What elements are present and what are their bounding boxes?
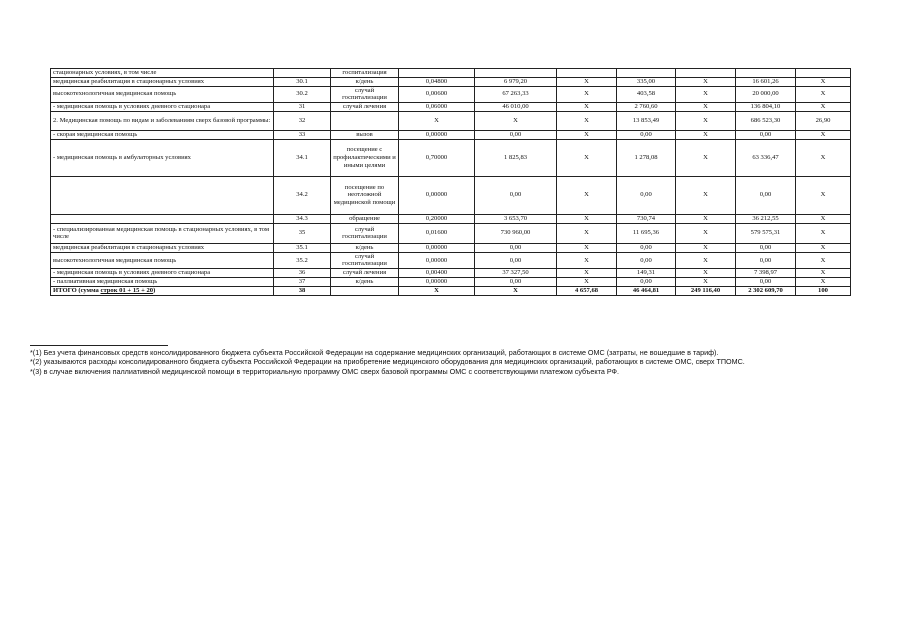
footnote-1: *(1) Без учета финансовых средств консолидированного бюджета субъекта Российской Федерации на содержание медицинских организаций, работающих в системе ОМС (затраты, не вошедшие в тариф). [30,348,719,357]
value-cell: 0,00 [475,130,557,139]
unit-cell: обращение [331,214,399,223]
table-row [51,77,851,86]
value-cell: 11 695,36 [617,223,676,243]
row-number [274,69,331,78]
unit-cell [331,111,399,130]
value-cell: X [676,176,736,214]
value-cell: X [399,111,475,130]
row-number: 36 [274,268,331,277]
row-number: 34.3 [274,214,331,223]
value-cell: 0,00 [475,176,557,214]
row-label: - медицинская помощь в условиях дневного стационара [51,102,274,111]
value-cell: 403,58 [617,86,676,102]
value-cell: X [676,223,736,243]
value-cell: X [796,277,851,286]
value-cell: 0,00 [475,243,557,252]
value-cell: X [796,252,851,268]
unit-cell: к/день [331,277,399,286]
row-number: 32 [274,111,331,130]
value-cell: X [796,176,851,214]
value-cell: 0,20000 [399,214,475,223]
value-cell: 0,00600 [399,86,475,102]
row-label: стационарных условиях, в том числе [51,69,274,78]
unit-cell: вызов [331,130,399,139]
footnote-3: *(3) в случае включения паллиативной медицинской помощи в территориальную программу ОМС сверх базовой программы ОМС с соответствующими платежом субъекта РФ. [30,366,619,376]
row-label: медицинская реабилитация в стационарных условиях [51,243,274,252]
unit-cell: госпитализация [331,69,399,78]
row-number: 37 [274,277,331,286]
value-cell: X [557,86,617,102]
value-cell: X [676,86,736,102]
table-row [51,86,851,102]
row-number: 34.2 [274,176,331,214]
unit-cell: посещение с профилактическими и иными целями [331,139,399,176]
value-cell: 67 263,33 [475,86,557,102]
unit-cell: случай госпитализации [331,252,399,268]
value-cell: X [557,102,617,111]
row-label [51,214,274,223]
table-body [51,69,851,296]
row-label: - медицинская помощь в условиях дневного стационара [51,268,274,277]
value-cell: X [796,243,851,252]
value-cell: 7 398,97 [736,268,796,277]
value-cell: X [796,86,851,102]
value-cell: 0,00000 [399,130,475,139]
row-label: - медицинская помощь в амбулаторных условиях [51,139,274,176]
value-cell: 0,00000 [399,252,475,268]
footnotes [30,348,870,376]
value-cell: 100 [796,286,851,295]
value-cell: 37 327,50 [475,268,557,277]
value-cell: X [557,214,617,223]
row-number: 35 [274,223,331,243]
row-number: 33 [274,130,331,139]
value-cell: 3 653,70 [475,214,557,223]
total-label-suffix: ) [153,287,156,295]
value-cell: 0,01600 [399,223,475,243]
value-cell: 36 212,55 [736,214,796,223]
value-cell: 0,00 [736,277,796,286]
value-cell: 0,00 [736,243,796,252]
row-number: 30.1 [274,77,331,86]
table-row [51,111,851,130]
value-cell: X [676,130,736,139]
table-row [51,69,851,78]
value-cell: 0,00000 [399,277,475,286]
value-cell: X [676,77,736,86]
row-label: высокотехнологичная медицинская помощь [51,252,274,268]
value-cell: X [676,139,736,176]
value-cell: X [557,77,617,86]
table-row [51,130,851,139]
row-label: медицинская реабилитация в стационарных условиях [51,77,274,86]
value-cell: 686 523,30 [736,111,796,130]
row-label: - специализированная медицинская помощь в стационарных условиях, в том числе [51,223,274,243]
value-cell: 0,00 [617,252,676,268]
unit-cell: посещение по неотложной медицинской помощи [331,176,399,214]
value-cell: X [676,214,736,223]
value-cell [617,69,676,78]
value-cell: 0,70000 [399,139,475,176]
value-cell: 730 960,00 [475,223,557,243]
total-label-prefix: ИТОГО (сумма [53,287,101,295]
value-cell: X [557,223,617,243]
row-number: 34.1 [274,139,331,176]
value-cell: X [796,268,851,277]
value-cell: X [796,102,851,111]
value-cell: 2 302 609,70 [736,286,796,295]
value-cell: X [676,252,736,268]
value-cell: 0,00 [475,252,557,268]
value-cell: 249 116,40 [676,286,736,295]
value-cell: X [557,176,617,214]
value-cell: 0,00 [475,277,557,286]
table-row [51,252,851,268]
footnote-divider [30,345,168,346]
value-cell: 0,00 [617,176,676,214]
value-cell [399,69,475,78]
value-cell: X [399,286,475,295]
unit-cell: случай лечения [331,268,399,277]
value-cell: 136 804,10 [736,102,796,111]
value-cell [475,69,557,78]
footnote-2: *(2) указываются расходы консолидированного бюджета субъекта Российской Федерации на приобретение медицинского оборудования для медицинских организаций, работающих в системе ОМС, сверх ТПОМС. [30,357,745,367]
row-number: 31 [274,102,331,111]
value-cell: 0,04800 [399,77,475,86]
table-row [51,223,851,243]
value-cell: 1 825,83 [475,139,557,176]
financing-table [50,68,851,296]
row-number: 35.2 [274,252,331,268]
value-cell: 579 575,31 [736,223,796,243]
value-cell: 0,00 [617,130,676,139]
value-cell: 335,00 [617,77,676,86]
value-cell: 0,00 [617,243,676,252]
value-cell: 63 336,47 [736,139,796,176]
value-cell [736,69,796,78]
value-cell: X [796,130,851,139]
value-cell: 0,00000 [399,176,475,214]
value-cell: X [676,111,736,130]
row-label: 2. Медицинская помощь по видам и заболеваниям сверх базовой программы: [51,111,274,130]
unit-cell: случай госпитализации [331,86,399,102]
unit-cell: случай лечения [331,102,399,111]
table-row [51,102,851,111]
row-number: 30.2 [274,86,331,102]
table-row [51,286,851,295]
value-cell: 1 278,08 [617,139,676,176]
rows-reference-link[interactable]: строк 01 + 15 + 20 [100,287,154,295]
value-cell [676,69,736,78]
value-cell: 26,90 [796,111,851,130]
row-label: - паллиативная медицинская помощь [51,277,274,286]
value-cell: X [557,139,617,176]
row-label: высокотехнологичная медицинская помощь [51,86,274,102]
table-row [51,243,851,252]
value-cell: 149,31 [617,268,676,277]
unit-cell: случай госпитализации [331,223,399,243]
row-number: 38 [274,286,331,295]
value-cell: 20 000,00 [736,86,796,102]
row-number: 35.1 [274,243,331,252]
table-row [51,214,851,223]
value-cell: X [676,102,736,111]
value-cell: X [676,243,736,252]
unit-cell: к/день [331,243,399,252]
value-cell: 16 601,26 [736,77,796,86]
table-row [51,277,851,286]
value-cell: X [557,111,617,130]
row-label [51,176,274,214]
value-cell: 0,00000 [399,243,475,252]
value-cell: X [796,214,851,223]
value-cell [557,69,617,78]
value-cell [796,69,851,78]
value-cell: X [676,268,736,277]
value-cell: X [557,252,617,268]
value-cell: X [796,77,851,86]
value-cell: 4 657,68 [557,286,617,295]
value-cell: X [557,277,617,286]
value-cell: 0,00 [736,130,796,139]
value-cell: 0,00 [617,277,676,286]
row-label: - скорая медицинская помощь [51,130,274,139]
value-cell: X [676,277,736,286]
value-cell: 730,74 [617,214,676,223]
value-cell: 13 853,49 [617,111,676,130]
value-cell: 46 010,00 [475,102,557,111]
value-cell: 0,06000 [399,102,475,111]
value-cell: X [796,223,851,243]
table-row [51,268,851,277]
value-cell: 46 464,81 [617,286,676,295]
value-cell: 0,00 [736,176,796,214]
value-cell: 6 979,20 [475,77,557,86]
row-label [51,286,274,295]
value-cell: X [557,130,617,139]
value-cell: 0,00400 [399,268,475,277]
value-cell: X [557,243,617,252]
table-row [51,176,851,214]
unit-cell [331,286,399,295]
unit-cell: к/день [331,77,399,86]
value-cell: X [796,139,851,176]
value-cell: 0,00 [736,252,796,268]
value-cell: X [557,268,617,277]
value-cell: 2 760,60 [617,102,676,111]
table-row [51,139,851,176]
value-cell: X [475,111,557,130]
value-cell: X [475,286,557,295]
